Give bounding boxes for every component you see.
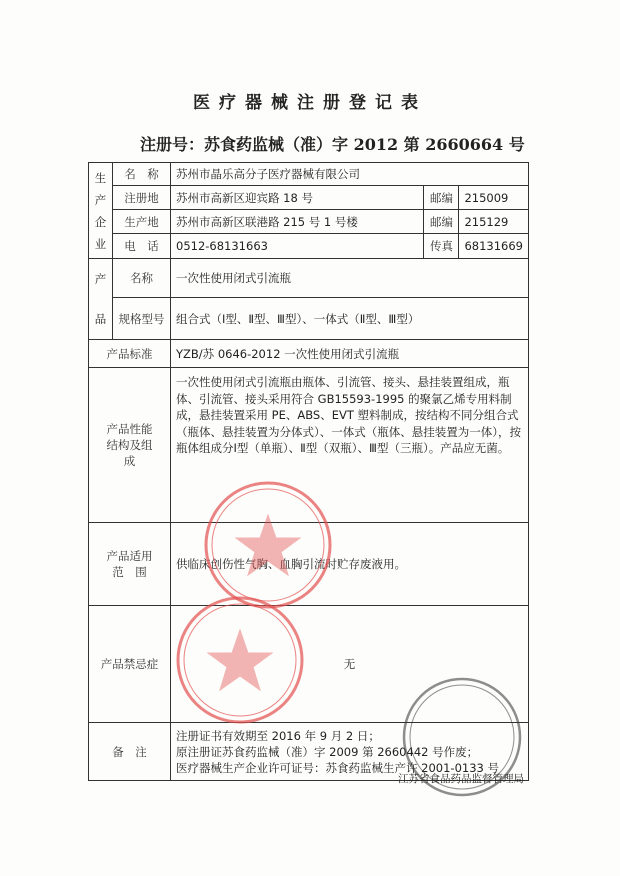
enterprise-group-label: 生产企业 bbox=[89, 163, 113, 259]
standard-label: 产品标准 bbox=[89, 340, 171, 368]
reg-address: 苏州市高新区迎宾路 18 号 bbox=[171, 186, 424, 210]
product-name: 一次性使用闭式引流瓶 bbox=[171, 259, 529, 298]
note-line: 原注册证苏食药监械（准）字 2009 第 2660442 号作废； bbox=[176, 744, 479, 759]
postcode-label: 邮编 bbox=[424, 186, 459, 210]
note-line: 医疗器械生产企业许可证号：苏食药监械生产许 2001-0133 号 bbox=[176, 760, 499, 775]
spec-label: 规格型号 bbox=[113, 298, 171, 340]
product-scope: 供临床创伤性气胸、血胸引流时贮存废液用。 bbox=[171, 523, 529, 606]
product-performance: 一次性使用闭式引流瓶由瓶体、引流管、接头、悬挂装置组成，瓶体、引流管、接头采用符合 GB15593-1995 的聚氯乙烯专用料制成，悬挂装置采用 PE、ABS、EVT 塑料制成，按结构不同分组合式（瓶体、悬挂装置为分体式）、一体式（瓶体、悬挂装置为一体），按瓶体组成分Ⅰ型（单瓶）、Ⅱ型（双瓶）、Ⅲ型（三瓶）。产品应无菌。 bbox=[171, 368, 529, 523]
product-contraindications: 无 bbox=[171, 606, 529, 723]
prod-postcode: 215129 bbox=[459, 210, 529, 234]
postcode-label: 邮编 bbox=[424, 210, 459, 234]
product-name-label: 名称 bbox=[113, 259, 171, 298]
reg-addr-label: 注册地 bbox=[113, 186, 171, 210]
prod-address: 苏州市高新区联港路 215 号 1 号楼 bbox=[171, 210, 424, 234]
name-label: 名 称 bbox=[113, 163, 171, 186]
registration-number: 注册号：苏食药监械（准）字 2012 第 2660664 号 bbox=[140, 135, 525, 154]
note-line: 注册证书有效期至 2016 年 9 月 2 日； bbox=[176, 728, 380, 743]
fax-label: 传真 bbox=[424, 234, 459, 259]
scope-label: 产品适用范 围 bbox=[89, 523, 171, 606]
issuer: 江苏省食品药品监督管理局 bbox=[398, 773, 524, 785]
company-name: 苏州市晶乐高分子医疗器械有限公司 bbox=[171, 163, 529, 186]
reg-postcode: 215009 bbox=[459, 186, 529, 210]
contra-label: 产品禁忌症 bbox=[89, 606, 171, 723]
form-title: 医疗器械注册登记表 bbox=[193, 93, 427, 113]
phone: 0512-68131663 bbox=[171, 234, 424, 259]
phone-label: 电 话 bbox=[113, 234, 171, 259]
performance-label: 产品性能结构及组成 bbox=[89, 368, 171, 523]
prod-addr-label: 生产地 bbox=[113, 210, 171, 234]
product-group-label: 产品 bbox=[89, 259, 113, 340]
registration-table bbox=[88, 162, 529, 781]
product-standard: YZB/苏 0646-2012 一次性使用闭式引流瓶 bbox=[171, 340, 529, 368]
product-spec: 组合式（Ⅰ型、Ⅱ型、Ⅲ型）、一体式（Ⅱ型、Ⅲ型） bbox=[171, 298, 529, 340]
notes-label: 备 注 bbox=[89, 723, 171, 781]
fax: 68131669 bbox=[459, 234, 529, 259]
